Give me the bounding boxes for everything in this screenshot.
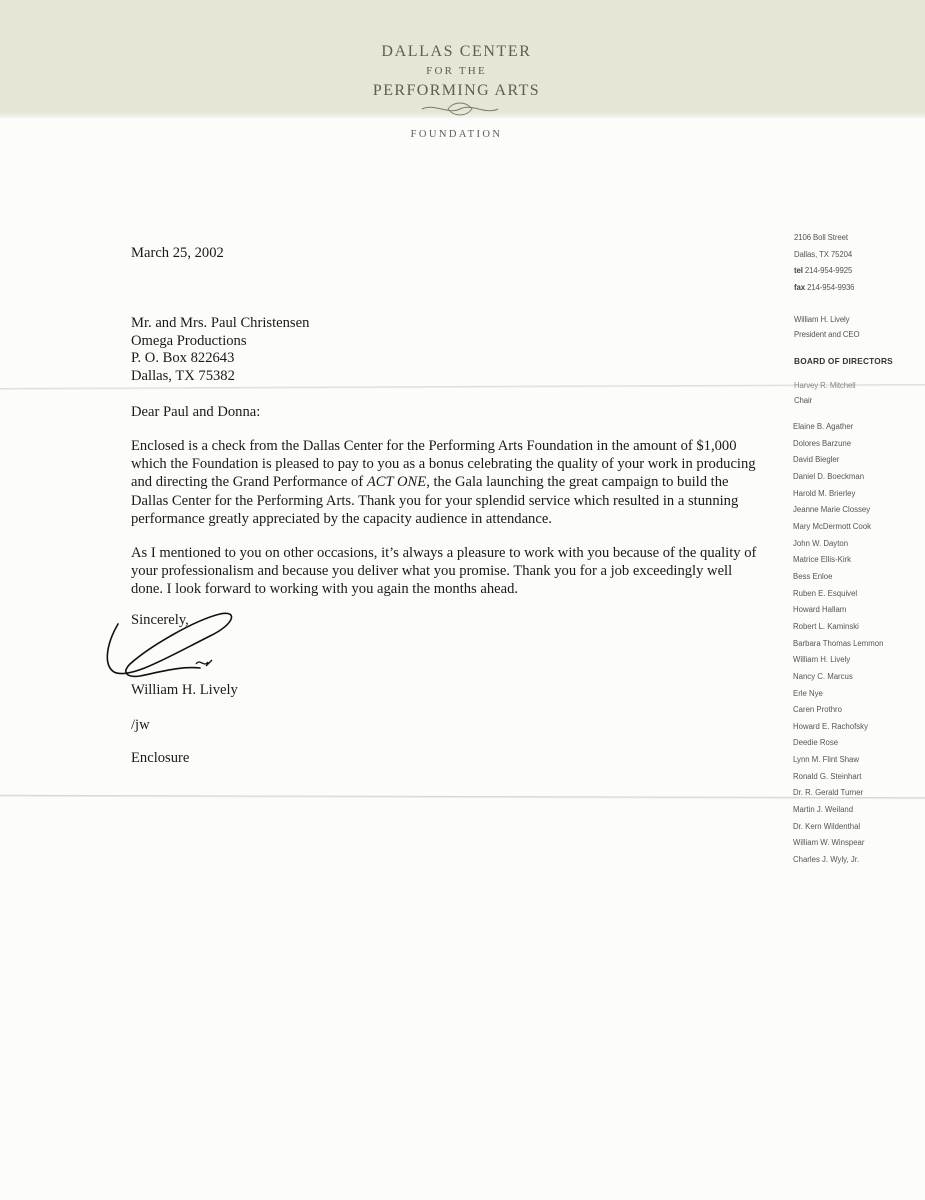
sidebar-president-name: William H. Lively bbox=[794, 315, 850, 324]
director-name: David Biegler bbox=[793, 455, 840, 465]
sidebar-president-title: President and CEO bbox=[794, 330, 860, 339]
director-name: Bess Enloe bbox=[793, 571, 833, 581]
paragraph-line bbox=[131, 473, 756, 491]
signer-name: William H. Lively bbox=[131, 682, 238, 698]
paper-fold-line bbox=[0, 795, 925, 799]
letterhead-foundation: FOUNDATION bbox=[410, 129, 503, 140]
director-name: Caren Prothro bbox=[793, 705, 842, 715]
director-name: William H. Lively bbox=[793, 655, 851, 665]
director-name: Barbara Thomas Lemmon bbox=[793, 638, 884, 648]
address-line: Mr. and Mrs. Paul Christensen bbox=[131, 315, 310, 331]
director-name: Mary McDermott Cook bbox=[793, 521, 871, 531]
director-name: Ruben E. Esquivel bbox=[793, 588, 858, 598]
paragraph-line: Enclosed is a check from the Dallas Center for the Performing Arts Foundation in the amount of $1,000 bbox=[131, 438, 737, 454]
director-name: Harold M. Brierley bbox=[793, 488, 856, 498]
paragraph-line: As I mentioned to you on other occasions, it’s always a pleasure to work with you because of the quality of bbox=[131, 545, 757, 561]
director-name: Jeanne Marie Clossey bbox=[793, 505, 871, 515]
director-name: Matrice Ellis-Kirk bbox=[793, 555, 852, 565]
letter-date: March 25, 2002 bbox=[131, 245, 224, 261]
letterhead-line-2: FOR THE bbox=[426, 65, 487, 77]
board-chair-title: Chair bbox=[794, 396, 813, 405]
salutation: Dear Paul and Donna: bbox=[131, 404, 261, 420]
address-line: P. O. Box 822643 bbox=[131, 350, 235, 366]
director-name: Dr. R. Gerald Turner bbox=[793, 788, 864, 798]
enclosure-note: Enclosure bbox=[131, 750, 190, 766]
letterhead-line-3: PERFORMING ARTS bbox=[372, 82, 541, 99]
address-line: Omega Productions bbox=[131, 333, 247, 349]
body-paragraph-2 bbox=[131, 544, 756, 599]
fax-label: fax bbox=[794, 283, 805, 292]
director-name: Dr. Kern Wildenthal bbox=[793, 821, 861, 831]
director-name: Robert L. Kaminski bbox=[793, 621, 859, 631]
director-name: Erle Nye bbox=[793, 688, 823, 698]
director-name: John W. Dayton bbox=[793, 538, 849, 548]
typist-initials: /jw bbox=[131, 717, 150, 733]
director-name: Deedie Rose bbox=[793, 738, 839, 748]
letterhead-line-1: DALLAS CENTER bbox=[381, 43, 532, 60]
sidebar-street: 2106 Boll Street bbox=[794, 233, 848, 242]
director-name: Lynn M. Flint Shaw bbox=[793, 755, 860, 765]
director-name: Charles J. Wyly, Jr. bbox=[793, 855, 860, 865]
paragraph-line: performance greatly appreciated by the capacity audience in attendance. bbox=[131, 510, 552, 527]
text-run: and directing the Grand Performance of bbox=[131, 474, 367, 491]
tel-number: 214-954-9925 bbox=[804, 266, 853, 275]
director-name: Elaine B. Agather bbox=[793, 422, 854, 431]
address-line: Dallas, TX 75382 bbox=[131, 368, 235, 384]
director-name: Daniel D. Boeckman bbox=[793, 471, 865, 481]
text-run: , the Gala launching the great campaign to build the bbox=[426, 474, 729, 491]
paragraph-line: done. I look forward to working with you again the months ahead. bbox=[131, 581, 519, 598]
fax-number: 214-954-9936 bbox=[807, 283, 855, 292]
sidebar-fax bbox=[794, 283, 854, 292]
paragraph-line: your professionalism and because you deliver what you promise. Thank you for a job exceedingly well bbox=[131, 563, 733, 580]
director-name: Ronald G. Steinhart bbox=[793, 771, 862, 781]
play-title: ACT ONE bbox=[366, 474, 427, 491]
director-name: Howard Hallam bbox=[793, 605, 847, 615]
paragraph-line: which the Foundation is pleased to pay to you as a bonus celebrating the quality of your work in producing bbox=[131, 456, 756, 473]
paragraph-line: Dallas Center for the Performing Arts. Thank you for your splendid service which resulted in a stunning bbox=[131, 492, 739, 509]
body-paragraph-1 bbox=[131, 437, 756, 528]
director-name: William W. Winspear bbox=[793, 838, 865, 848]
director-name: Martin J. Weiland bbox=[793, 805, 854, 815]
directors-list bbox=[793, 419, 883, 869]
director-name: Nancy C. Marcus bbox=[793, 671, 853, 681]
director-name: Howard E. Rachofsky bbox=[793, 721, 868, 731]
sidebar-tel bbox=[794, 266, 852, 275]
closing: Sincerely, bbox=[131, 612, 189, 628]
director-name: Dolores Barzune bbox=[793, 438, 852, 448]
handwritten-signature-icon bbox=[100, 606, 240, 686]
tel-label: tel bbox=[794, 266, 803, 275]
board-chair-name: Harvey R. Mitchell bbox=[794, 381, 856, 390]
letterhead-flourish-icon bbox=[420, 101, 500, 117]
board-heading: BOARD OF DIRECTORS bbox=[794, 356, 893, 366]
sidebar-city: Dallas, TX 75204 bbox=[794, 250, 853, 259]
